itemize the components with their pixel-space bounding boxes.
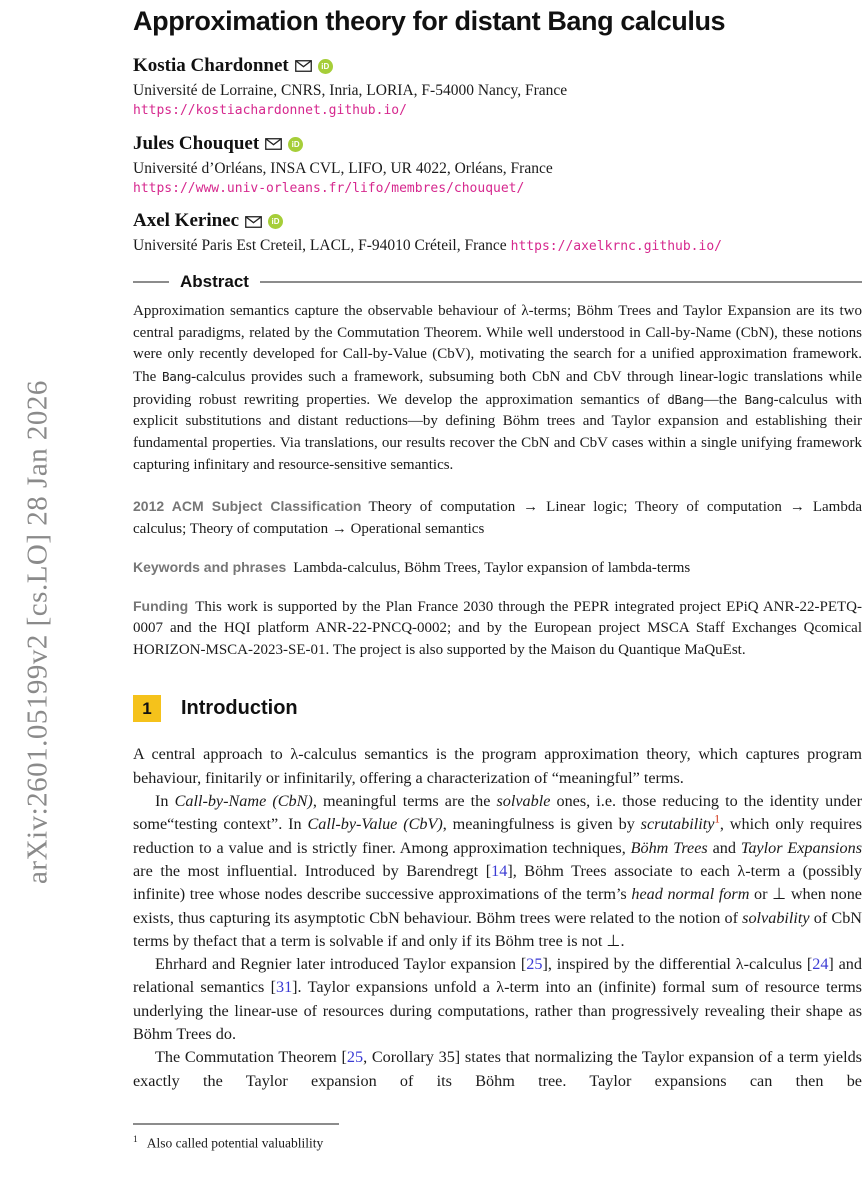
acm-classification: [133, 496, 862, 540]
author-homepage-link[interactable]: https://kostiachardonnet.github.io/: [133, 103, 407, 119]
acm-classification-label: 2012 ACM Subject Classification: [133, 498, 362, 515]
inline-code: dBang: [667, 391, 704, 407]
emphasis-text: Call-by-Name (CbN): [174, 792, 313, 811]
abstract-paragraph: Approximation semantics capture the observable behaviour of λ-terms; Böhm Trees and Taylor Expansion are its two central paradigms, related by the Commutation Theorem. While well understood in Call-by-Name (CbN), these notions were only recently developed for Call-by-Value (CbV), motivating the search for a unified approximation framework. The Bang-calculus provides such a framework, subsuming both CbN and CbV through linear-logic translations while providing robust rewriting properties. We develop the approximation semantics of dBang—the Bang-calculus with explicit substitutions and distant reductions—by defining Böhm trees and Taylor expansion and establishing their fundamental properties. Via translations, our results recover the CbN and CbV cases within a single unifying framework capturing infinitary and resource-sensitive semantics.: [133, 302, 863, 473]
orcid-icon[interactable]: iD: [288, 137, 303, 152]
acm-classification-text: Theory of computation → Linear logic; Theory of computation → Lambda calculus; Theory of computation → Operational semantics: [133, 499, 862, 537]
emphasis-text: Böhm Trees: [630, 838, 708, 857]
author-affiliation: Université Paris Est Creteil, LACL, F-94010 Créteil, France: [133, 237, 507, 255]
keywords-label: Keywords and phrases: [133, 559, 287, 576]
paragraph: The Commutation Theorem [25, Corollary 35] states that normalizing the Taylor expansion of a term yields exactly the Taylor expansion of its Böhm tree. Taylor expansions can then be: [133, 1048, 862, 1090]
abstract-rule-left: [133, 281, 169, 283]
email-icon[interactable]: [245, 216, 262, 228]
section-heading: [133, 695, 862, 722]
paragraph: A central approach to λ-calculus semantics is the program approximation theory, which captures program behaviour, finitarily or infinitarily, offering a characterization of “meaningful” terms.: [133, 745, 862, 787]
author-name: Kostia Chardonnet: [133, 55, 289, 77]
author-block: [133, 55, 862, 120]
arxiv-watermark: arXiv:2601.05199v2 [cs.LO] 28 Jan 2026: [21, 380, 54, 884]
abstract-label: Abstract: [180, 271, 249, 291]
citation-link[interactable]: 24: [812, 955, 829, 974]
footnote: [133, 1134, 862, 1152]
citation-link[interactable]: 31: [275, 978, 293, 997]
emphasis-text: head normal form: [631, 885, 750, 904]
author-name: Jules Chouquet: [133, 132, 260, 154]
orcid-icon[interactable]: iD: [268, 214, 283, 229]
section-title: Introduction: [181, 697, 298, 720]
keywords: [133, 557, 862, 580]
funding: [133, 596, 862, 662]
emphasis-text: Call-by-Value (CbV): [307, 815, 443, 834]
emphasis-text: scrutability: [640, 815, 715, 834]
citation-link[interactable]: 25: [526, 955, 543, 974]
author-name: Axel Kerinec: [133, 210, 240, 232]
abstract-heading: [133, 272, 862, 292]
paper-content: [133, 0, 862, 1152]
footnote-marker: 1: [133, 1135, 138, 1146]
funding-text: This work is supported by the Plan France 2030 through the PEPR integrated project EPiQ ANR-22-PETQ-0007 and the HQI platform ANR-22-PNCQ-0002; and by the European project MSCA Staff Exchanges Qcomical HORIZON-MSCA-2023-SE-01. The project is also supported by the Maison du Quantique MaQuEst.: [133, 598, 862, 658]
paragraph: In Call-by-Name (CbN), meaningful terms are the solvable ones, i.e. those reducing to the identity under some“testing context”. In Call-by-Value (CbV), meaningfulness is given by scrutability$^1$, which only requires reduction to a value and is strictly finer. Among approximation techniques, Böhm Trees and Taylor Expansions are the most influential. Introduced by Barendregt [14], Böhm Trees associate to each λ-term a (possibly infinite) tree whose nodes describe successive approximations of the term’s head normal form or ⊥ when none exists, thus capturing its asymptotic CbN behaviour. Böhm trees were related to the notion of solvability of CbN terms by thefact that a term is solvable if and only if its Böhm tree is not ⊥.: [133, 792, 862, 950]
author-homepage-link[interactable]: https://axelkrnc.github.io/: [510, 239, 722, 255]
funding-label: Funding: [133, 597, 189, 614]
author-affiliation: Université d’Orléans, INSA CVL, LIFO, UR 4022, Orléans, France: [133, 159, 553, 177]
citation-link[interactable]: 14: [491, 861, 508, 880]
emphasis-text: Taylor Expansions: [740, 838, 862, 857]
inline-code: Bang: [162, 368, 192, 384]
section-number-box: 1: [133, 695, 161, 722]
footnote-rule: [133, 1123, 339, 1126]
footnote-ref-link[interactable]: 1: [714, 813, 720, 826]
author-homepage-link[interactable]: https://www.univ-orleans.fr/lifo/membres/chouquet/: [133, 180, 525, 196]
emphasis-text: solvable: [496, 792, 551, 811]
paragraph: Ehrhard and Regnier later introduced Taylor expansion [25], inspired by the differential λ-calculus [24] and relational semantics [31]. Taylor expansions unfold a λ-term into an (infinite) formal sum of resource terms underlying the linear-use of resources during computations, rather than progressively revealing their shape as Böhm Trees do.: [133, 955, 862, 1044]
email-icon[interactable]: [265, 138, 282, 150]
emphasis-text: solvability: [742, 908, 810, 927]
author-affiliation: Université de Lorraine, CNRS, Inria, LORIA, F-54000 Nancy, France: [133, 81, 568, 99]
email-icon[interactable]: [295, 60, 312, 72]
citation-link[interactable]: 25: [346, 1048, 364, 1067]
paper-title: Approximation theory for distant Bang calculus: [133, 6, 726, 36]
keywords-text: Lambda-calculus, Böhm Trees, Taylor expansion of lambda-terms: [293, 560, 691, 577]
abstract-rule-right: [260, 281, 862, 283]
footnote-text: Also called potential valuablility: [146, 1135, 324, 1151]
author-block: [133, 210, 862, 255]
orcid-icon[interactable]: iD: [318, 59, 333, 74]
author-block: [133, 133, 862, 198]
inline-code: Bang: [744, 391, 774, 407]
